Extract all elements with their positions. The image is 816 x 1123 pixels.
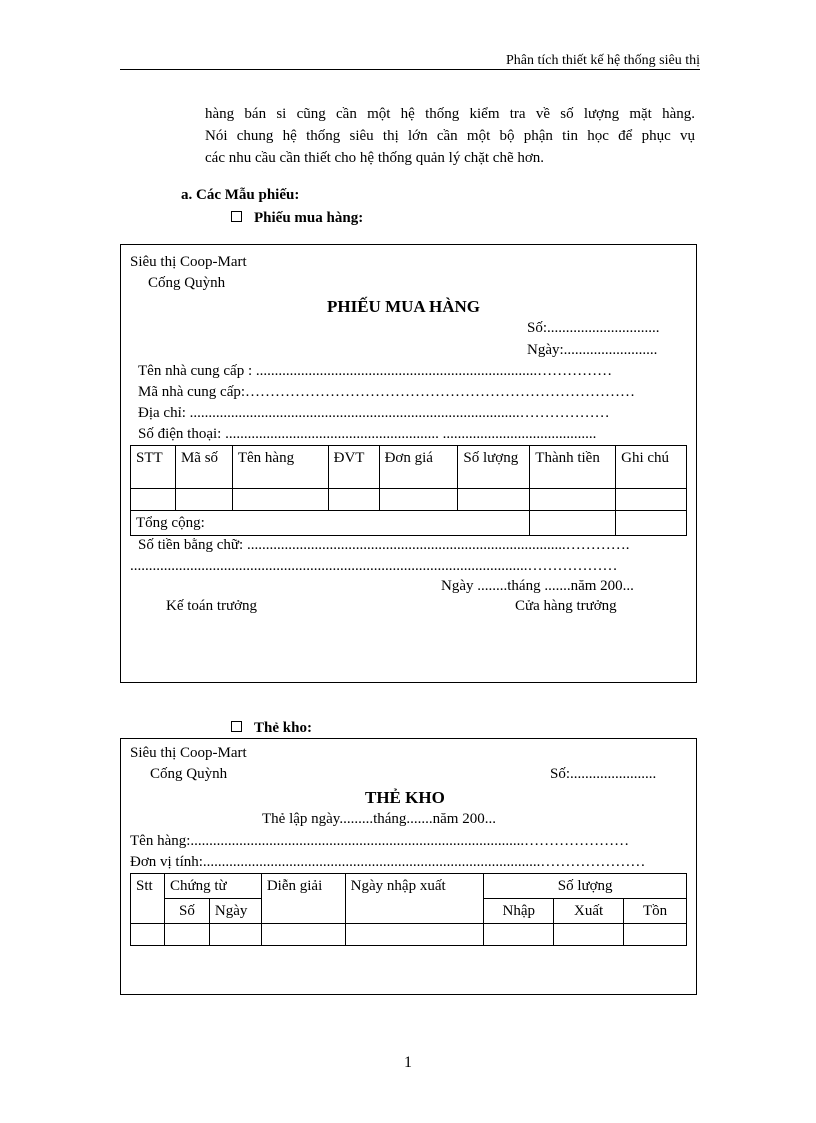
header-divider: [120, 69, 700, 70]
col-header-chungtu: Chứng từ: [164, 874, 261, 899]
stock-store-name: Siêu thị Coop-Mart: [130, 745, 247, 761]
col-header-so: Số: [164, 899, 209, 924]
sub-heading-stock-card-text: Thẻ kho:: [254, 720, 312, 736]
table-row: [131, 489, 687, 511]
col-header-soluong: Số lượng: [484, 874, 687, 899]
table-header-row: [131, 874, 687, 899]
sub-heading-stock-card: [231, 720, 312, 737]
col-header: Số lượng: [458, 446, 530, 489]
total-label: Tổng cộng:: [131, 511, 530, 536]
purchase-store-name: Siêu thị Coop-Mart: [130, 254, 247, 270]
checkbox-bullet-icon: [231, 721, 242, 732]
sub-heading-purchase-text: Phiếu mua hàng:: [254, 210, 364, 226]
intro-paragraph: [205, 103, 695, 169]
intro-line: Nói chung hệ thống siêu thị lớn cần một bộ phận tin học để phục vụ: [205, 128, 695, 144]
col-header: Thành tiền: [530, 446, 616, 489]
signature-date: Ngày ........tháng .......năm 200...: [441, 578, 634, 594]
purchase-items-table: [130, 445, 687, 536]
col-header-xuat: Xuất: [554, 899, 624, 924]
checkbox-bullet-icon: [231, 211, 242, 222]
stock-item-name-field: Tên hàng:.........................................................................................…………………: [130, 833, 630, 849]
table-header-row: [131, 446, 687, 489]
stock-store-branch: Cống Quỳnh: [150, 766, 228, 782]
col-header: STT: [131, 446, 176, 489]
col-header: Ghi chú: [616, 446, 687, 489]
col-header-nhap: Nhập: [484, 899, 554, 924]
intro-line: các nhu cầu cần thiết cho hệ thống quản lý chặt chẽ hơn.: [205, 150, 545, 166]
col-header: Mã số: [175, 446, 232, 489]
address-field: Địa chỉ: ........................................................................................………………: [138, 405, 610, 421]
sub-heading-purchase: [231, 210, 363, 227]
table-row: [131, 924, 687, 946]
stock-unit-field: Đơn vị tính:..........................................................................................…………………: [130, 854, 646, 870]
amount-in-words-field: Số tiền bằng chữ: .....................................................................................………….: [138, 537, 630, 553]
page-number: 1: [404, 1054, 412, 1071]
col-header-ngaynhapxuat: Ngày nhập xuất: [345, 874, 484, 924]
col-header: ĐVT: [328, 446, 379, 489]
section-heading: a. Các Mẫu phiếu:: [181, 187, 300, 203]
intro-line: hàng bán si cũng cần một hệ thống kiểm tra về số lượng mặt hàng.: [205, 106, 695, 122]
purchase-store-branch: Cống Quỳnh: [148, 275, 226, 291]
col-header: Tên hàng: [232, 446, 328, 489]
purchase-form-date: Ngày:.........................: [527, 342, 658, 358]
purchase-form-title: PHIẾU MUA HÀNG: [327, 297, 480, 316]
stock-card-number: Số:.......................: [550, 766, 657, 782]
total-row: [131, 511, 687, 536]
col-header-ton: Tồn: [624, 899, 687, 924]
col-header-stt: Stt: [131, 874, 165, 924]
purchase-form-number: Số:..............................: [527, 320, 660, 336]
supplier-code-field: Mã nhà cung cấp:……………………………………………………………………: [138, 384, 636, 400]
stock-card-created-date: Thẻ lập ngày.........tháng.......năm 200...: [262, 811, 496, 827]
col-header-ngay: Ngày: [209, 899, 261, 924]
signature-accountant: Kế toán trưởng: [166, 598, 258, 614]
col-header: Đơn giá: [379, 446, 458, 489]
col-header-diengiai: Diễn giải: [261, 874, 345, 924]
amount-continuation-line: ..........................................................................................................………………: [130, 558, 618, 574]
phone-field: Số điện thoại: ......................................................... .........................................: [138, 426, 597, 442]
stock-card-title: THẺ KHO: [365, 788, 445, 807]
stock-card-table: [130, 873, 687, 946]
page-header-title: Phân tích thiết kế hệ thống siêu thị: [505, 53, 700, 68]
signature-store-manager: Cửa hàng trưởng: [515, 598, 617, 614]
supplier-name-field: Tên nhà cung cấp : ...........................................................................……………: [138, 363, 613, 379]
